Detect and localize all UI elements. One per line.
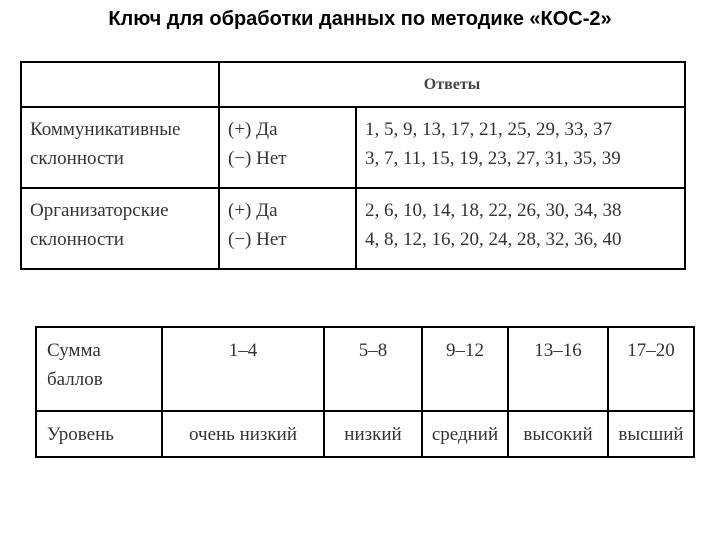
score-levels-table <box>35 326 695 458</box>
level-cell: высокий <box>508 411 608 457</box>
question-numbers-cell <box>356 107 685 188</box>
answer-type-cell <box>219 188 356 269</box>
yes-label: (+) Да <box>228 200 278 221</box>
yes-question-numbers: 1, 5, 9, 13, 17, 21, 25, 29, 33, 37 <box>365 119 612 140</box>
range-cell: 1–4 <box>162 327 324 411</box>
range-cell: 9–12 <box>422 327 508 411</box>
category-name-cont: склонности <box>30 229 124 250</box>
level-label: Уровень <box>36 411 162 457</box>
level-cell: очень низкий <box>162 411 324 457</box>
table-row <box>21 107 685 188</box>
header-empty-cell <box>21 62 219 107</box>
answers-header: Ответы <box>219 62 685 107</box>
table-row <box>36 411 694 457</box>
category-name-cont: склонности <box>30 148 124 169</box>
answer-key-table <box>20 61 686 270</box>
category-name: Организаторские <box>30 200 169 221</box>
range-cell: 17–20 <box>608 327 694 411</box>
no-question-numbers: 4, 8, 12, 16, 20, 24, 28, 32, 36, 40 <box>365 229 622 250</box>
no-label: (−) Нет <box>228 229 287 250</box>
table-row <box>21 188 685 269</box>
yes-label: (+) Да <box>228 119 278 140</box>
no-question-numbers: 3, 7, 11, 15, 19, 23, 27, 31, 35, 39 <box>365 148 621 169</box>
table-row <box>36 327 694 411</box>
sum-label-cont: баллов <box>47 369 103 390</box>
question-numbers-cell <box>356 188 685 269</box>
table-header-row <box>21 62 685 107</box>
category-name: Коммуникативные <box>30 119 181 140</box>
sum-label-cell <box>36 327 162 411</box>
level-cell: высший <box>608 411 694 457</box>
answer-type-cell <box>219 107 356 188</box>
sum-label: Сумма <box>47 340 101 361</box>
yes-question-numbers: 2, 6, 10, 14, 18, 22, 26, 30, 34, 38 <box>365 200 622 221</box>
page-title: Ключ для обработки данных по методике «КОС-2» <box>108 8 612 30</box>
no-label: (−) Нет <box>228 148 287 169</box>
range-cell: 13–16 <box>508 327 608 411</box>
category-cell <box>21 188 219 269</box>
category-cell <box>21 107 219 188</box>
level-cell: средний <box>422 411 508 457</box>
range-cell: 5–8 <box>324 327 422 411</box>
level-cell: низкий <box>324 411 422 457</box>
